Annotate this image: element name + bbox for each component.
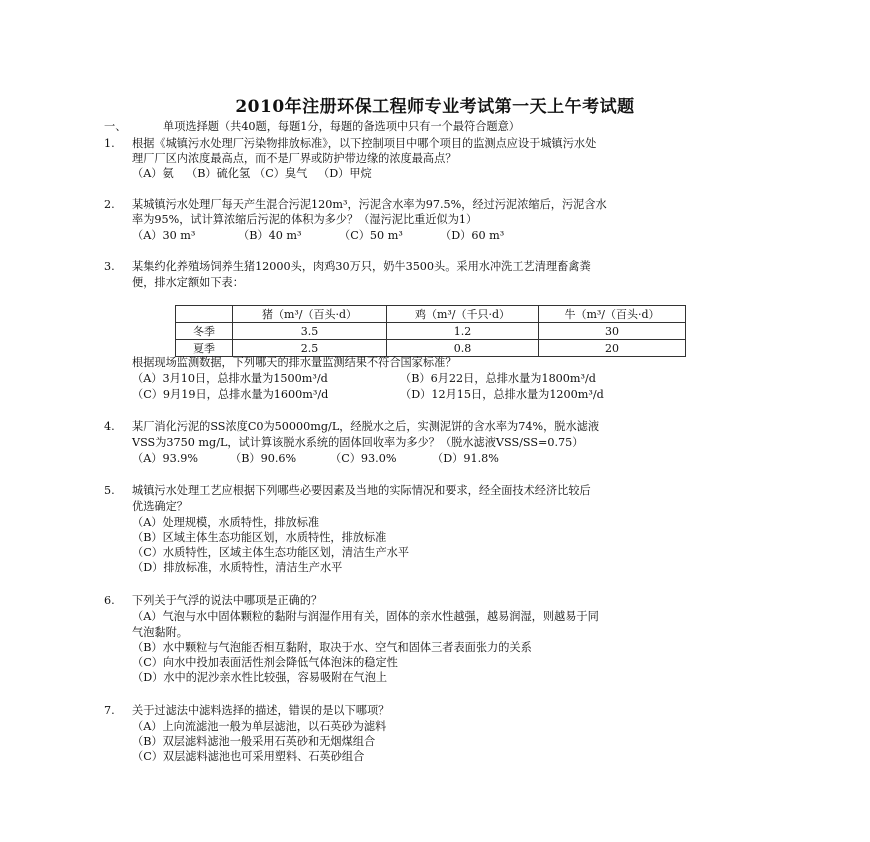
- table-header-cell: 猪（m³/（百头·d）: [233, 306, 387, 323]
- table-cell: 1.2: [387, 323, 539, 340]
- option: 气泡黏附。: [132, 626, 188, 639]
- question-text: 某城镇污水处理厂每天产生混合污泥120m³，污泥含水率为97.5%，经过污泥浓缩后，污泥含水: [132, 198, 607, 211]
- table-row: [176, 340, 686, 357]
- option: （A）处理规模，水质特性，排放标准: [132, 516, 320, 529]
- question-text: 理厂厂区内浓度最高点，而不是厂界或防护带边缘的浓度最高点？: [132, 152, 457, 165]
- question-number: 1.: [104, 137, 115, 150]
- question-text: 某集约化养殖场饲养生猪12000头，肉鸡30万只，奶牛3500头。采用水冲洗工艺清理畜禽粪: [132, 260, 591, 273]
- question-text: 某厂消化污泥的SS浓度C0为50000mg/L，经脱水之后，实测泥饼的含水率为74%，脱水滤液: [132, 420, 600, 433]
- option: （A）93.9%: [132, 452, 198, 465]
- option: （D）60 m³: [440, 229, 505, 242]
- question-text: 率为95%，试计算浓缩后污泥的体积为多少？（湿污泥比重近似为1）: [132, 213, 478, 226]
- option: （C）93.0%: [330, 452, 397, 465]
- question-text: 下列关于气浮的说法中哪项是正确的？: [132, 594, 323, 607]
- option: （D）排放标准，水质特性，清洁生产水平: [132, 561, 343, 574]
- option: （D）91.8%: [432, 452, 499, 465]
- option: （D）12月15日，总排水量为1200m³/d: [400, 388, 604, 401]
- table-header-cell: 鸡（m³/（千只·d）: [387, 306, 539, 323]
- option: （B）6月22日，总排水量为1800m³/d: [400, 372, 596, 385]
- option: （B）水中颗粒与气泡能否相互黏附，取决于水、空气和固体三者表面张力的关系: [132, 641, 532, 654]
- table-cell: 20: [539, 340, 686, 357]
- table-cell: 2.5: [233, 340, 387, 357]
- table-cell: 30: [539, 323, 686, 340]
- option: （C）臭气: [254, 167, 308, 180]
- option: （A）3月10日，总排水量为1500m³/d: [132, 372, 328, 385]
- question-text: 根据现场监测数据，下列哪天的排水量监测结果不符合国家标准？: [132, 356, 457, 369]
- option: （B）硫化氢: [186, 167, 251, 180]
- question-text: 城镇污水处理工艺应根据下列哪些必要因素及当地的实际情况和要求，经全面技术经济比较后: [132, 484, 591, 497]
- question-text: 根据《城镇污水处理厂污染物排放标准》，以下控制项目中哪个项目的监测点应设于城镇污水处: [132, 137, 597, 150]
- question-text: 优选确定？: [132, 500, 188, 513]
- question-number: 7.: [104, 704, 115, 717]
- section-heading: 单项选择题（共40题，每题1分，每题的备选项中只有一个最符合题意）: [163, 120, 520, 133]
- option: （A）气泡与水中固体颗粒的黏附与润湿作用有关，固体的亲水性越强，越易润湿，则越易于同: [132, 610, 599, 623]
- table-header-cell: [176, 306, 233, 323]
- table-row: [176, 323, 686, 340]
- option: （D）甲烷: [318, 167, 372, 180]
- option: （C）9月19日，总排水量为1600m³/d: [132, 388, 329, 401]
- question-text: 便，排水定额如下表：: [132, 276, 244, 289]
- option: （C）50 m³: [339, 229, 403, 242]
- page-title: 2010年注册环保工程师专业考试第一天上午考试题: [235, 97, 635, 117]
- table-header-row: [176, 306, 686, 323]
- table-cell: 冬季: [176, 323, 233, 340]
- option: （C）双层滤料滤池也可采用塑料、石英砂组合: [132, 750, 365, 763]
- question-number: 2.: [104, 198, 115, 211]
- question-number: 3.: [104, 260, 115, 273]
- question-number: 5.: [104, 484, 115, 497]
- option: （B）90.6%: [230, 452, 297, 465]
- question-number: 6.: [104, 594, 115, 607]
- option: （A）上向流滤池一般为单层滤池，以石英砂为滤料: [132, 720, 387, 733]
- section-number: 一、: [104, 120, 127, 133]
- question-number: 4.: [104, 420, 115, 433]
- option: （B）双层滤料滤池一般采用石英砂和无烟煤组合: [132, 735, 376, 748]
- drainage-quota-table: [175, 305, 686, 357]
- table-cell: 夏季: [176, 340, 233, 357]
- table-cell: 0.8: [387, 340, 539, 357]
- option: （B）40 m³: [238, 229, 302, 242]
- option: （C）向水中投加表面活性剂会降低气体泡沫的稳定性: [132, 656, 398, 669]
- option: （D）水中的泥沙亲水性比较强，容易吸附在气泡上: [132, 671, 388, 684]
- question-text: 关于过滤法中滤料选择的描述，错误的是以下哪项？: [132, 704, 390, 717]
- option: （C）水质特性，区域主体生态功能区划，清洁生产水平: [132, 546, 410, 559]
- option: （A）氨: [132, 167, 174, 180]
- table-cell: 3.5: [233, 323, 387, 340]
- option: （B）区域主体生态功能区划，水质特性，排放标准: [132, 531, 387, 544]
- table-header-cell: 牛（m³/（百头·d）: [539, 306, 686, 323]
- question-text: VSS为3750 mg/L，试计算该脱水系统的固体回收率为多少？（脱水滤液VSS/SS=0.75）: [132, 436, 584, 449]
- option: （A）30 m³: [132, 229, 196, 242]
